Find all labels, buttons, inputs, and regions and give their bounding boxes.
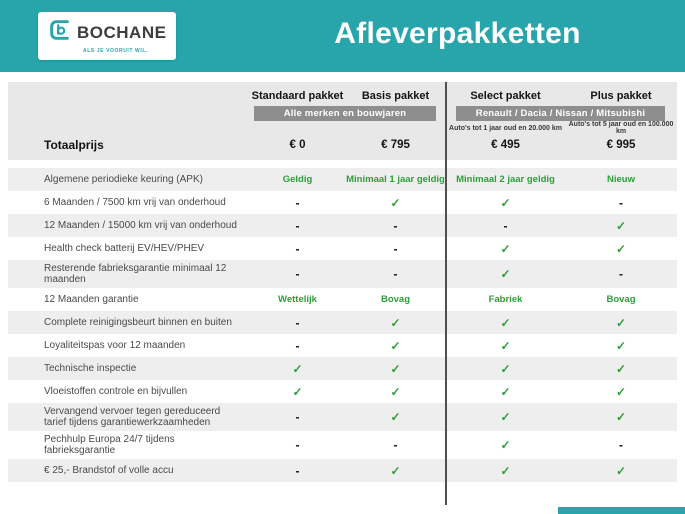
table-row <box>8 431 677 459</box>
feature-label: Loyaliteitspas voor 12 maanden <box>44 340 186 351</box>
total-price-plus: € 995 <box>606 138 636 151</box>
feature-value: Minimaal 2 jaar geldig <box>456 174 555 185</box>
table-row <box>8 191 677 214</box>
table-row <box>8 260 677 288</box>
table-row <box>8 357 677 380</box>
logo-tagline: ALS JE VOORUIT WIL. <box>83 48 149 54</box>
feature-label: Complete reinigingsbeurt binnen en buiten <box>44 317 232 328</box>
feature-value: - <box>503 218 508 233</box>
feature-label: 12 Maanden garantie <box>44 294 139 305</box>
feature-value: ✓ <box>292 361 303 376</box>
feature-value: ✓ <box>500 438 511 452</box>
feature-value: ✓ <box>390 315 401 330</box>
feature-value: ✓ <box>390 410 401 424</box>
feature-label: Technische inspectie <box>44 363 137 374</box>
page-title: Afleverpakketten <box>334 17 581 50</box>
feature-value: ✓ <box>390 463 401 478</box>
feature-value: ✓ <box>615 218 627 233</box>
feature-label: € 25,- Brandstof of volle accu <box>44 465 174 476</box>
feature-value: ✓ <box>500 195 511 210</box>
feature-value: - <box>295 241 300 256</box>
feature-label: Pechhulp Europa 24/7 tijdens fabrieksgarantie <box>44 434 175 456</box>
total-price-standaard: € 0 <box>289 138 306 151</box>
feature-value: ✓ <box>615 315 627 330</box>
table-header-block <box>8 82 677 160</box>
feature-value: - <box>295 218 300 233</box>
bottom-accent-bar <box>558 507 685 514</box>
feature-value: Fabriek <box>488 294 523 305</box>
feature-value: ✓ <box>390 195 401 210</box>
feature-value: ✓ <box>500 384 511 399</box>
feature-value: - <box>295 195 300 210</box>
total-price-basis: € 795 <box>381 138 410 151</box>
feature-label: Vervangend vervoer tegen gereduceerd tarief tijdens garantiewerkzaamheden <box>44 406 221 428</box>
feature-value: - <box>619 267 623 281</box>
bochane-logo <box>38 12 176 60</box>
banner-row <box>8 106 677 121</box>
feature-value: - <box>619 438 623 452</box>
feature-value: ✓ <box>615 410 627 424</box>
feature-value: - <box>295 463 300 478</box>
feature-value: - <box>295 338 300 353</box>
logo-name: BOCHANE <box>77 22 167 42</box>
feature-value: Wettelijk <box>278 294 317 305</box>
header-bar <box>0 0 685 72</box>
feature-value: ✓ <box>500 267 511 281</box>
feature-label: Algemene periodieke keuring (APK) <box>44 174 203 185</box>
feature-value: ✓ <box>390 384 401 399</box>
total-label: Totaalprijs <box>44 137 104 152</box>
table-row <box>8 403 677 431</box>
feature-value: ✓ <box>500 241 511 256</box>
subnote-row <box>8 121 677 133</box>
banner-alle-merken: Alle merken en bouwjaren <box>254 106 436 121</box>
feature-value: ✓ <box>500 410 511 424</box>
feature-rows <box>8 168 677 482</box>
column-header-basis-pakket: Basis pakket <box>361 90 430 102</box>
feature-value: ✓ <box>500 338 511 353</box>
bochane-logo-icon <box>48 18 72 47</box>
feature-value: Bovag <box>606 294 636 305</box>
feature-value: - <box>619 195 623 210</box>
feature-value: Nieuw <box>607 174 635 185</box>
subnote-select: Auto's tot 1 jaar oud en 20.000 km <box>449 124 562 132</box>
feature-value: ✓ <box>390 338 401 353</box>
column-headers-row <box>8 86 677 106</box>
feature-label: 12 Maanden / 15000 km vrij van onderhoud <box>44 220 237 231</box>
feature-value: ✓ <box>615 361 627 376</box>
feature-value: - <box>393 438 398 452</box>
feature-value: ✓ <box>500 463 511 478</box>
column-header-plus-pakket: Plus pakket <box>590 90 652 102</box>
feature-value: Bovag <box>380 294 411 305</box>
table-row <box>8 237 677 260</box>
column-header-standaard-pakket: Standaard pakket <box>251 90 344 102</box>
feature-value: - <box>393 218 398 233</box>
total-price-select: € 495 <box>491 138 520 151</box>
feature-label: Health check batterij EV/HEV/PHEV <box>44 243 205 254</box>
subnote-plus: Auto's tot 5 jaar oud en 100.000 km <box>568 121 674 135</box>
total-row <box>8 133 677 156</box>
table-row <box>8 334 677 357</box>
feature-value: Minimaal 1 jaar geldig <box>346 174 445 185</box>
column-header-select-pakket: Select pakket <box>470 90 541 102</box>
feature-value: - <box>295 410 300 424</box>
feature-value: Geldig <box>282 174 313 185</box>
feature-label: Vloeistoffen controle en bijvullen <box>44 386 188 397</box>
column-divider <box>445 82 447 505</box>
logo-row <box>48 18 176 47</box>
feature-value: ✓ <box>390 361 401 376</box>
feature-value: - <box>295 315 300 330</box>
table-row <box>8 380 677 403</box>
feature-value: - <box>295 267 300 281</box>
table-row <box>8 311 677 334</box>
feature-value: ✓ <box>615 338 627 353</box>
table-row <box>8 288 677 311</box>
feature-value: ✓ <box>615 463 627 478</box>
feature-value: ✓ <box>615 241 627 256</box>
feature-value: - <box>393 267 398 281</box>
table-row <box>8 459 677 482</box>
table-row <box>8 214 677 237</box>
feature-label: Resterende fabrieksgarantie minimaal 12 maanden <box>44 263 227 285</box>
feature-value: ✓ <box>500 315 511 330</box>
feature-value: - <box>295 438 300 452</box>
table-row <box>8 168 677 191</box>
feature-value: ✓ <box>292 384 303 399</box>
feature-value: ✓ <box>615 384 627 399</box>
feature-label: 6 Maanden / 7500 km vrij van onderhoud <box>44 197 226 208</box>
feature-value: - <box>393 241 398 256</box>
feature-value: ✓ <box>500 361 511 376</box>
banner-renault-dacia-nissan-mitsubishi: Renault / Dacia / Nissan / Mitsubishi <box>456 106 665 121</box>
